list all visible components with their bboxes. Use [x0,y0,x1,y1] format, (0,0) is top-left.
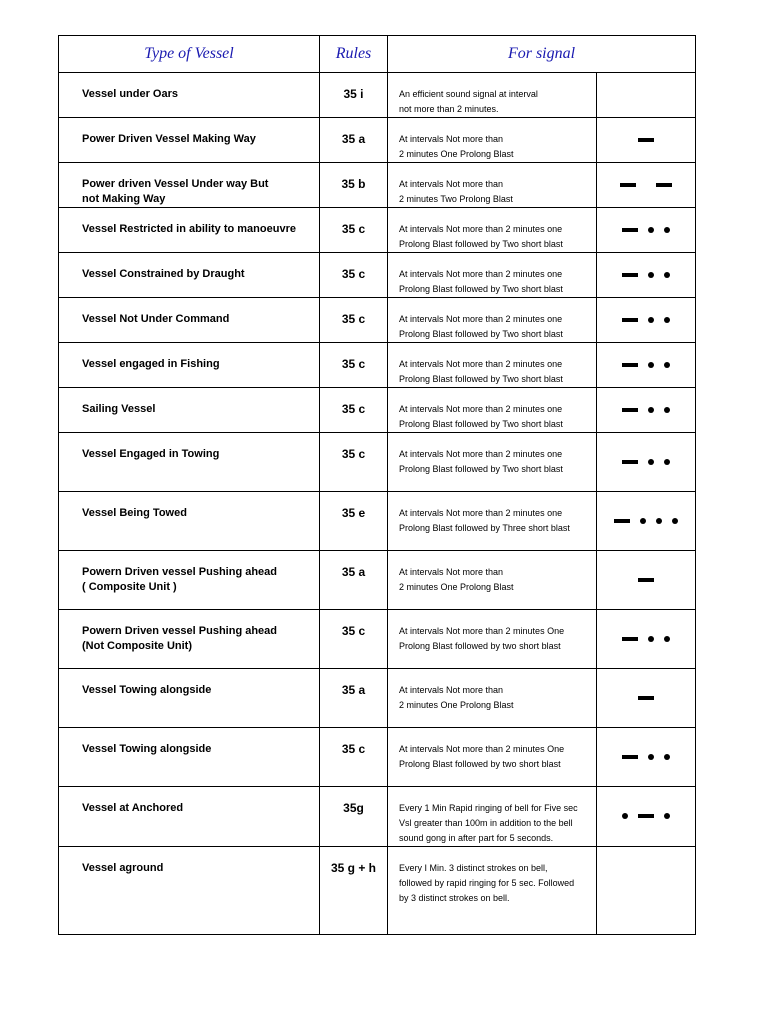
vessel-cell: Vessel Engaged in Towing [59,433,320,492]
short-blast-mark [648,407,654,413]
table-row [59,610,696,669]
prolonged-blast-mark [622,637,638,641]
short-blast-mark [672,518,678,524]
rule-cell: 35 a [320,118,388,163]
short-blast-mark [640,518,646,524]
signal-description-cell: At intervals Not more than 2 minutes one Prolong Blast followed by Two short blast [388,208,597,253]
rule-cell: 35 e [320,492,388,551]
signal-description-cell: At intervals Not more than 2 minutes one Prolong Blast followed by Two short blast [388,298,597,343]
vessel-cell: Vessel Not Under Command [59,298,320,343]
signal-symbol-cell [597,787,696,847]
short-blast-mark [648,317,654,323]
signal-description-cell: At intervals Not more than 2 minutes one Prolong Blast followed by Two short blast [388,388,597,433]
sound-signal-icon [622,811,670,821]
signal-description-cell: Every 1 Min Rapid ringing of bell for Five sec Vsl greater than 100m in addition to the bell sound gong in after part for 5 seconds. [388,787,597,847]
short-blast-mark [648,272,654,278]
signal-symbol-cell [597,343,696,388]
short-blast-mark [664,459,670,465]
sound-signal-icon [614,516,678,526]
sound-signal-icon [620,180,672,190]
signal-description-cell: At intervals Not more than 2 minutes One Prolong Blast [388,118,597,163]
sound-signal-icon [622,752,670,762]
signal-symbol-cell [597,118,696,163]
prolonged-blast-mark [622,363,638,367]
vessel-cell: Sailing Vessel [59,388,320,433]
signal-symbol-cell [597,551,696,610]
short-blast-mark [664,317,670,323]
rule-cell: 35 c [320,728,388,787]
sound-signal-icon [622,457,670,467]
prolonged-blast-mark [614,519,630,523]
short-blast-mark [648,754,654,760]
table-row [59,298,696,343]
table-row [59,433,696,492]
short-blast-mark [648,362,654,368]
header-signal: For signal [388,36,696,73]
vessel-cell: Vessel Towing alongside [59,728,320,787]
table-row [59,492,696,551]
vessel-cell: Vessel Restricted in ability to manoeuvre [59,208,320,253]
signal-symbol-cell [597,253,696,298]
sound-signal-icon [622,225,670,235]
signal-description-cell: An efficient sound signal at interval not more than 2 minutes. [388,73,597,118]
short-blast-mark [664,227,670,233]
prolonged-blast-mark [622,408,638,412]
signal-symbol-cell [597,208,696,253]
signal-symbol-cell [597,163,696,208]
vessel-cell: Power Driven Vessel Making Way [59,118,320,163]
short-blast-mark [648,459,654,465]
prolonged-blast-mark [638,814,654,818]
sound-signal-icon [638,135,654,145]
prolonged-blast-mark [622,755,638,759]
rule-cell: 35 a [320,669,388,728]
short-blast-mark [664,407,670,413]
vessel-cell: Vessel under Oars [59,73,320,118]
prolonged-blast-mark [638,578,654,582]
vessel-cell: Vessel engaged in Fishing [59,343,320,388]
short-blast-mark [664,636,670,642]
signal-description-cell: At intervals Not more than 2 minutes One Prolong Blast [388,551,597,610]
header-rules: Rules [320,36,388,73]
table-row [59,253,696,298]
sound-signal-icon [622,270,670,280]
table-row [59,787,696,847]
table-row [59,551,696,610]
sound-signal-icon [622,360,670,370]
rule-cell: 35 c [320,298,388,343]
short-blast-mark [664,813,670,819]
prolonged-blast-mark [638,138,654,142]
vessel-cell: Vessel Towing alongside [59,669,320,728]
table-row [59,847,696,935]
signal-description-cell: At intervals Not more than 2 minutes one Prolong Blast followed by Two short blast [388,253,597,298]
signal-symbol-cell [597,388,696,433]
prolonged-blast-mark [638,696,654,700]
sound-signal-icon [638,693,654,703]
table-row [59,118,696,163]
sound-signal-icon [638,575,654,585]
signal-description-cell: At intervals Not more than 2 minutes One Prolong Blast followed by two short blast [388,728,597,787]
signal-symbol-cell [597,669,696,728]
table-row [59,669,696,728]
vessel-cell: Vessel aground [59,847,320,935]
short-blast-mark [648,227,654,233]
vessel-cell: Vessel Being Towed [59,492,320,551]
signal-symbol-cell [597,492,696,551]
prolonged-blast-mark [622,318,638,322]
signal-description-cell: At intervals Not more than 2 minutes Two Prolong Blast [388,163,597,208]
signal-description-cell: Every I Min. 3 distinct strokes on bell, followed by rapid ringing for 5 sec. Followed by 3 distinct strokes on bell. [388,847,597,935]
table-row [59,73,696,118]
short-blast-mark [656,518,662,524]
signal-description-cell: At intervals Not more than 2 minutes One Prolong Blast [388,669,597,728]
signal-description-cell: At intervals Not more than 2 minutes one Prolong Blast followed by Three short blast [388,492,597,551]
rule-cell: 35g [320,787,388,847]
short-blast-mark [664,272,670,278]
signal-table [58,35,696,935]
header-vessel: Type of Vessel [59,36,320,73]
prolonged-blast-mark [656,183,672,187]
prolonged-blast-mark [620,183,636,187]
signal-symbol-cell [597,610,696,669]
table-row [59,208,696,253]
signal-symbol-cell [597,73,696,118]
table-row [59,163,696,208]
signal-symbol-cell [597,847,696,935]
rule-cell: 35 c [320,343,388,388]
rule-cell: 35 g + h [320,847,388,935]
signal-description-cell: At intervals Not more than 2 minutes one Prolong Blast followed by Two short blast [388,343,597,388]
sound-signal-icon [622,405,670,415]
signal-symbol-cell [597,728,696,787]
prolonged-blast-mark [622,460,638,464]
rule-cell: 35 c [320,433,388,492]
prolonged-blast-mark [622,273,638,277]
short-blast-mark [664,754,670,760]
rule-cell: 35 c [320,388,388,433]
rule-cell: 35 c [320,253,388,298]
signal-symbol-cell [597,433,696,492]
rule-cell: 35 i [320,73,388,118]
short-blast-mark [622,813,628,819]
rule-cell: 35 c [320,610,388,669]
header-row [59,36,696,73]
sound-signal-icon [622,315,670,325]
vessel-cell: Vessel Constrained by Draught [59,253,320,298]
table-row [59,343,696,388]
signal-description-cell: At intervals Not more than 2 minutes One Prolong Blast followed by two short blast [388,610,597,669]
vessel-cell: Power driven Vessel Under way But not Making Way [59,163,320,208]
prolonged-blast-mark [622,228,638,232]
vessel-cell: Powern Driven vessel Pushing ahead ( Composite Unit ) [59,551,320,610]
signal-description-cell: At intervals Not more than 2 minutes one Prolong Blast followed by Two short blast [388,433,597,492]
table-row [59,728,696,787]
vessel-cell: Vessel at Anchored [59,787,320,847]
short-blast-mark [664,362,670,368]
vessel-cell: Powern Driven vessel Pushing ahead (Not Composite Unit) [59,610,320,669]
sound-signal-icon [622,634,670,644]
table-row [59,388,696,433]
rule-cell: 35 a [320,551,388,610]
signal-symbol-cell [597,298,696,343]
rule-cell: 35 c [320,208,388,253]
short-blast-mark [648,636,654,642]
rule-cell: 35 b [320,163,388,208]
